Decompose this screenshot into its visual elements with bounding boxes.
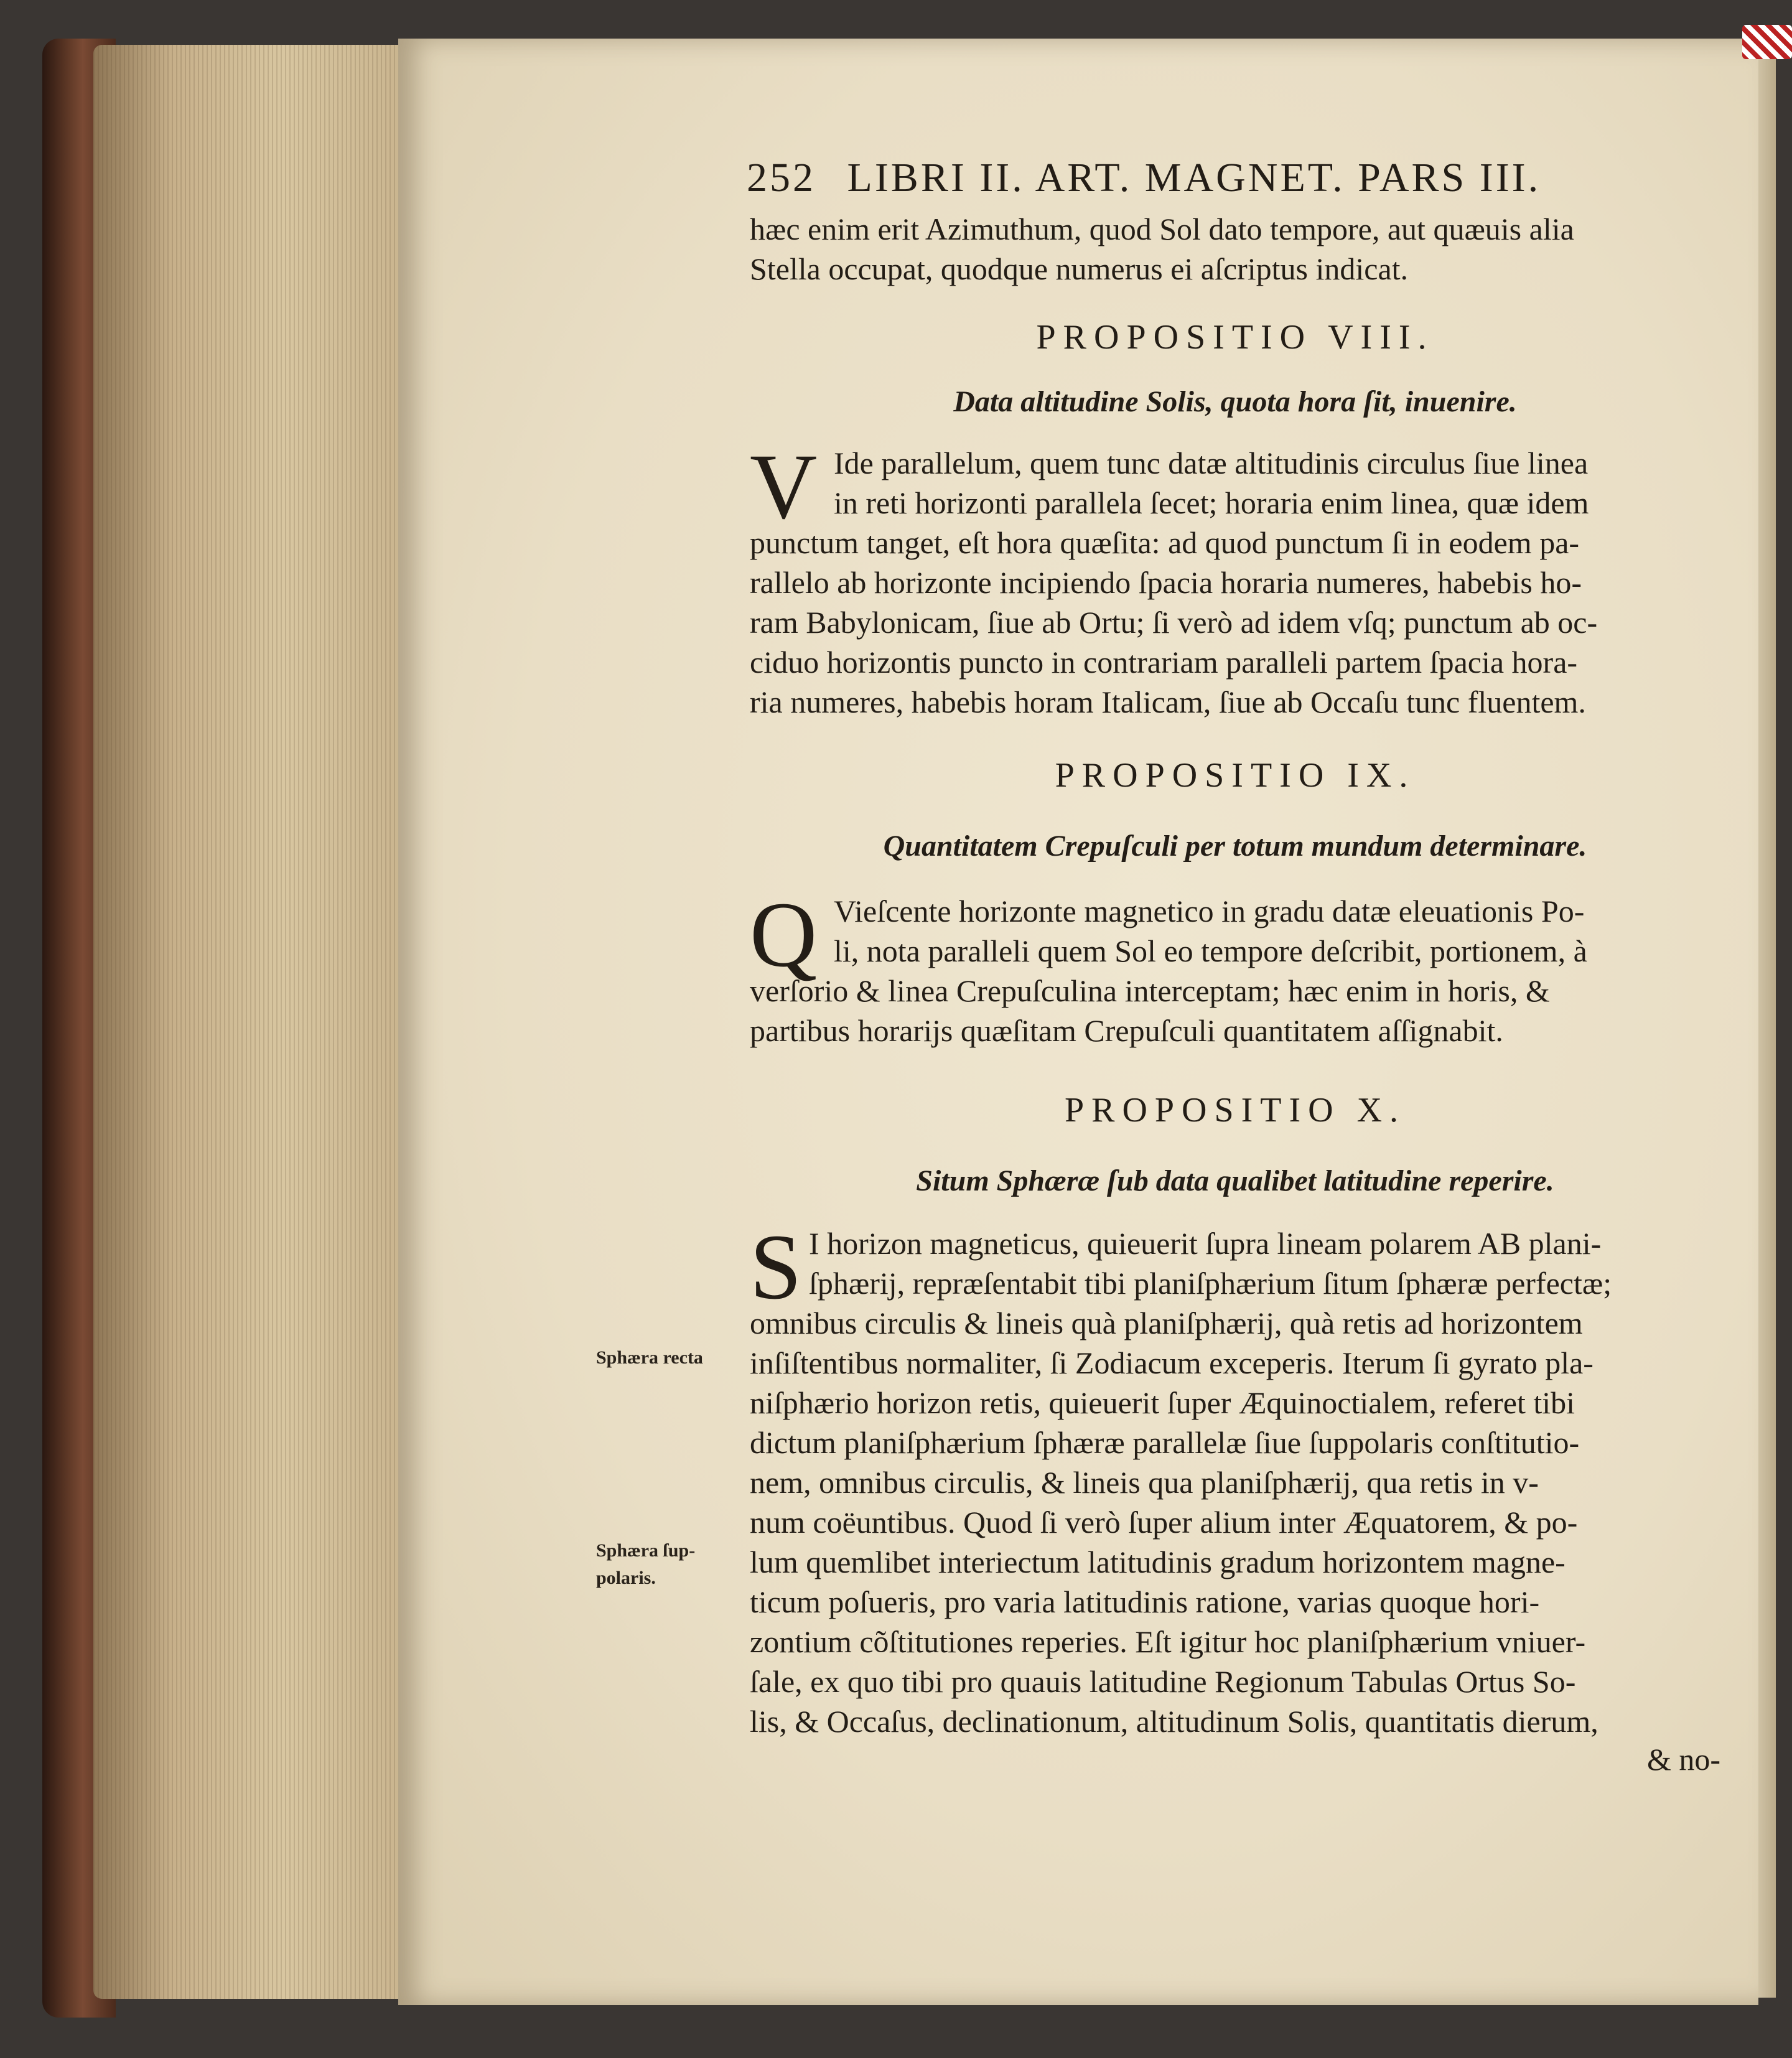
prop9-line-1: Vieſcente horizonte magnetico in gradu datæ eleuationis Po- — [834, 894, 1585, 928]
prop9-line-2: li, nota paralleli quem Sol eo tempore deſcribit, portionem, à — [834, 933, 1587, 968]
prop9-heading: PROPOSITIO IX. — [1055, 756, 1416, 795]
prop10-dropcap: S — [750, 1215, 802, 1319]
prop10-line-10: ticum poſueris, pro varia latitudinis ratione, varias quoque hori- — [750, 1584, 1540, 1619]
page-number: 252 — [747, 155, 816, 200]
corner-marker — [1742, 25, 1792, 59]
prop8-subheading: Data altitudine Solis, quota hora ſit, inuenire. — [953, 385, 1517, 418]
prop10-line-4: inſiſtentibus normaliter, ſi Zodiacum exceperis. Iterum ſi gyrato pla- — [750, 1345, 1594, 1380]
prop8-dropcap: V — [750, 435, 818, 538]
prop10-line-2: ſphærij, repræſentabit tibi planiſphærium ſitum ſphæræ perfectæ; — [809, 1266, 1612, 1301]
prop10-line-1: I horizon magneticus, quieuerit ſupra lineam polarem AB plani- — [809, 1226, 1602, 1261]
prop8-line-3: punctum tanget, eſt hora quæſita: ad quod punctum ſi in eodem pa- — [750, 525, 1580, 560]
prop10-subheading: Situm Sphæræ ſub data qualibet latitudine reperire. — [916, 1164, 1554, 1197]
prop8-line-5: ram Babylonicam, ſiue ab Ortu; ſi verò ad idem vſq; punctum ab oc- — [750, 605, 1598, 640]
page-right-edge — [1758, 50, 1776, 1998]
margin-note-sphaera-recta: Sphæra recta — [596, 1347, 703, 1368]
prop10-line-13: lis, & Occaſus, declinationum, altitudinum Solis, quantitatis dierum, — [750, 1704, 1598, 1739]
margin-note-line-2: polaris. — [596, 1568, 656, 1588]
running-title: LIBRI II. ART. MAGNET. PARS III. — [847, 155, 1541, 200]
running-head — [747, 154, 1692, 202]
intro-line-1: hæc enim erit Azimuthum, quod Sol dato tempore, aut quæuis alia — [750, 212, 1574, 246]
prop10-line-7: nem, omnibus circulis, & lineis qua planiſphærij, qua retis in v- — [750, 1465, 1539, 1500]
intro-line-2: Stella occupat, quodque numerus ei aſcriptus indicat. — [750, 251, 1409, 286]
prop9-dropcap: Q — [750, 883, 818, 986]
prop8-line-1: Ide parallelum, quem tunc datæ altitudinis circulus ſiue linea — [834, 446, 1589, 480]
prop8-line-6: ciduo horizontis puncto in contrariam paralleli partem ſpacia hora- — [750, 645, 1578, 680]
prop10-line-9: lum quemlibet interiectum latitudinis gradum horizontem magne- — [750, 1545, 1566, 1579]
prop8-line-7: ria numeres, habebis horam Italicam, ſiue ab Occaſu tunc fluentem. — [750, 685, 1586, 719]
margin-note-line-1: Sphæra ſup- — [596, 1540, 696, 1561]
catchword: & no- — [1646, 1742, 1720, 1777]
prop10-heading: PROPOSITIO X. — [1064, 1091, 1406, 1130]
prop8-heading: PROPOSITIO VIII. — [1036, 318, 1434, 357]
prop10-line-3: omnibus circulis & lineis quà planiſphærij, quà retis ad horizontem — [750, 1306, 1583, 1340]
prop9-line-3: verſorio & linea Crepuſculina interceptam; hæc enim in horis, & — [750, 973, 1550, 1008]
prop10-line-11: zontium cõſtitutiones reperies. Eſt igitur hoc planiſphærium vniuer- — [750, 1624, 1586, 1659]
margin-note-sphaera-suppolaris — [596, 1537, 745, 1592]
prop8-line-4: rallelo ab horizonte incipiendo ſpacia horaria numeres, habebis ho- — [750, 565, 1582, 600]
prop9-subheading: Quantitatem Crepuſculi per totum mundum determinare. — [883, 830, 1587, 863]
prop10-line-6: dictum planiſphærium ſphæræ parallelæ ſiue ſuppolaris conſtitutio- — [750, 1425, 1580, 1460]
prop10-line-12: ſale, ex quo tibi pro quauis latitudine Regionum Tabulas Ortus So- — [750, 1664, 1576, 1699]
page-block-edge — [93, 45, 409, 1999]
prop9-line-4: partibus horarijs quæſitam Crepuſculi quantitatem aſſignabit. — [750, 1013, 1503, 1048]
prop10-line-5: niſphærio horizon retis, quieuerit ſuper Æquinoctialem, referet tibi — [750, 1385, 1575, 1420]
prop8-line-2: in reti horizonti parallela ſecet; horaria enim linea, quæ idem — [834, 485, 1589, 520]
prop10-line-8: num coëuntibus. Quod ſi verò ſuper alium inter Æquatorem, & po- — [750, 1505, 1578, 1540]
